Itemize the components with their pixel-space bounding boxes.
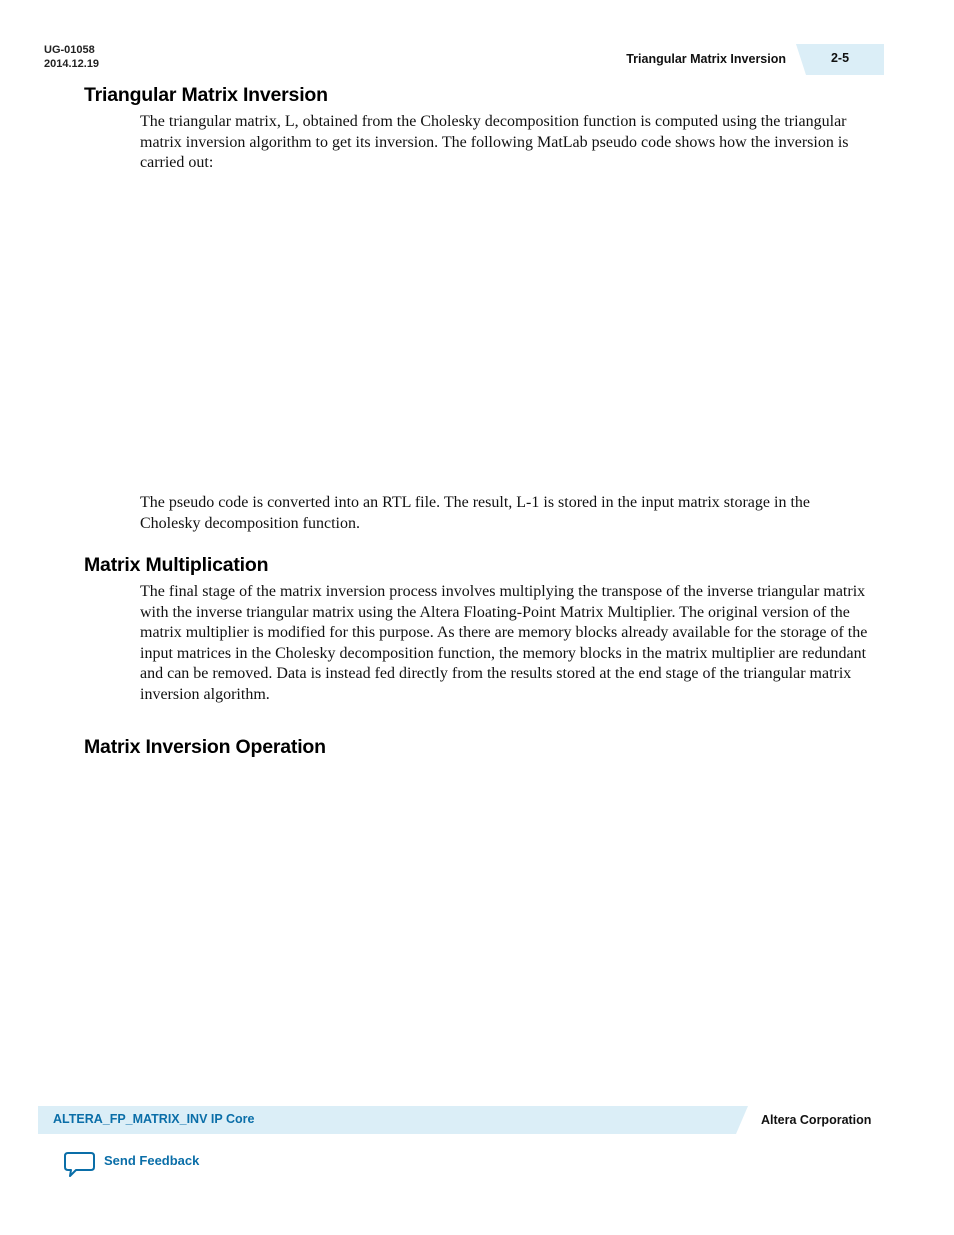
send-feedback-link[interactable] [64, 1150, 224, 1180]
section-heading-matrix-multiplication: Matrix Multiplication [84, 554, 269, 576]
page-number-tab [796, 44, 884, 75]
document-id-block [44, 43, 99, 71]
paragraph-triangular-intro: The triangular matrix, L, obtained from the Cholesky decomposition function is computed using the triangular matrix inversion algorithm to get its inversion. The following MatLab pseudo code shows how the inversion is carried out: [140, 113, 849, 171]
paragraph-pseudo-code-rtl: The pseudo code is converted into an RTL file. The result, L-1 is stored in the input matrix storage in the Cholesky decomposition function. [140, 494, 810, 532]
paragraph-matrix-multiplication: The final stage of the matrix inversion process involves multiplying the transpose of the inverse triangular matrix with the inverse triangular matrix using the Altera Floating-Point Matrix Multiplier. The original version of the matrix multiplier is modified for this purpose. As there are memory blocks already available for the storage of the input matrices in the Cholesky decomposition function, the memory blocks in the matrix multiplier are redundant and can be removed. Data is instead fed directly from the results stored at the end stage of the triangular matrix inversion algorithm. [140, 583, 868, 703]
footer-company-name: Altera Corporation [761, 1113, 872, 1127]
footer-bar [38, 1106, 748, 1134]
section-heading-triangular-matrix-inversion: Triangular Matrix Inversion [84, 84, 328, 106]
speech-bubble-icon[interactable] [64, 1150, 96, 1178]
running-title: Triangular Matrix Inversion [626, 52, 786, 66]
page-number: 2-5 [830, 51, 850, 65]
document-number: UG-01058 [44, 44, 95, 56]
section-heading-matrix-inversion-operation: Matrix Inversion Operation [84, 736, 326, 758]
footer-document-title: ALTERA_FP_MATRIX_INV IP Core [53, 1112, 255, 1126]
send-feedback-label[interactable]: Send Feedback [104, 1153, 200, 1168]
document-date: 2014.12.19 [44, 58, 100, 70]
